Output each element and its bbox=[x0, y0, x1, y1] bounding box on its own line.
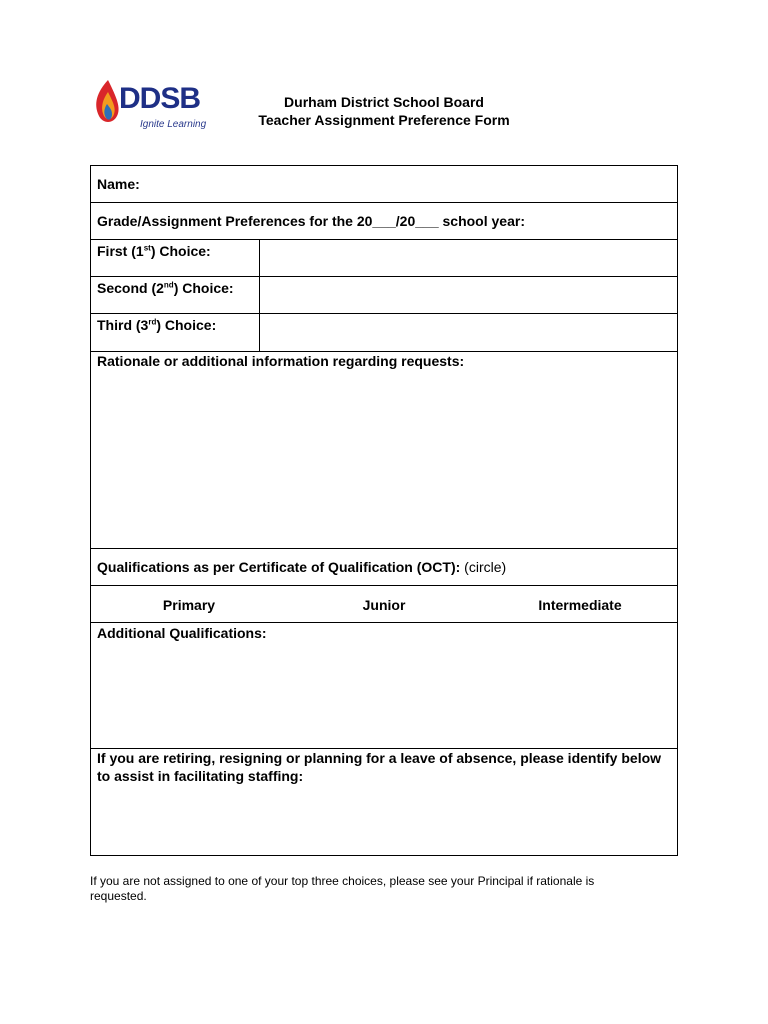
qualifications-row bbox=[91, 549, 677, 586]
second-choice-label: Second (2nd) Choice: bbox=[97, 280, 234, 296]
first-choice-label: First (1st) Choice: bbox=[97, 243, 211, 259]
additional-qualifications-row[interactable] bbox=[91, 623, 677, 749]
column-divider bbox=[259, 314, 260, 351]
retiring-row[interactable] bbox=[91, 749, 677, 855]
grade-label: Grade/Assignment Preferences for the 20___/20___ school year: bbox=[97, 213, 525, 229]
rationale-row[interactable] bbox=[91, 352, 677, 549]
third-choice-label: Third (3rd) Choice: bbox=[97, 317, 217, 333]
preference-form bbox=[90, 165, 678, 856]
first-choice-row[interactable] bbox=[91, 240, 677, 277]
ddsb-logo bbox=[93, 78, 213, 136]
option-junior[interactable]: Junior bbox=[362, 597, 406, 613]
column-divider bbox=[259, 240, 260, 276]
grade-row[interactable] bbox=[91, 203, 677, 240]
logo-tagline: Ignite Learning bbox=[140, 119, 207, 130]
board-title: Durham District School Board bbox=[284, 94, 484, 110]
name-label: Name: bbox=[97, 176, 140, 192]
second-choice-row[interactable] bbox=[91, 277, 677, 314]
option-primary[interactable]: Primary bbox=[162, 597, 216, 613]
additional-qualifications-label: Additional Qualifications: bbox=[97, 625, 267, 641]
option-intermediate[interactable]: Intermediate bbox=[538, 597, 622, 613]
footer-note: If you are not assigned to one of your top three choices, please see your Principal if rationale is requested. bbox=[90, 874, 595, 903]
third-choice-row[interactable] bbox=[91, 314, 677, 352]
form-title: Teacher Assignment Preference Form bbox=[258, 112, 510, 128]
logo-wordmark: DDSB bbox=[119, 82, 201, 115]
qualifications-label: Qualifications as per Certificate of Qualification (OCT): (circle) bbox=[97, 559, 507, 575]
column-divider bbox=[259, 277, 260, 313]
name-row[interactable] bbox=[91, 166, 677, 203]
rationale-label: Rationale or additional information regarding requests: bbox=[97, 353, 465, 369]
retiring-label: If you are retiring, resigning or planning for a leave of absence, please identify below to assist in facilitating staffing: bbox=[97, 750, 662, 784]
qualification-options-row bbox=[91, 586, 677, 623]
circle-note: (circle) bbox=[464, 559, 507, 575]
